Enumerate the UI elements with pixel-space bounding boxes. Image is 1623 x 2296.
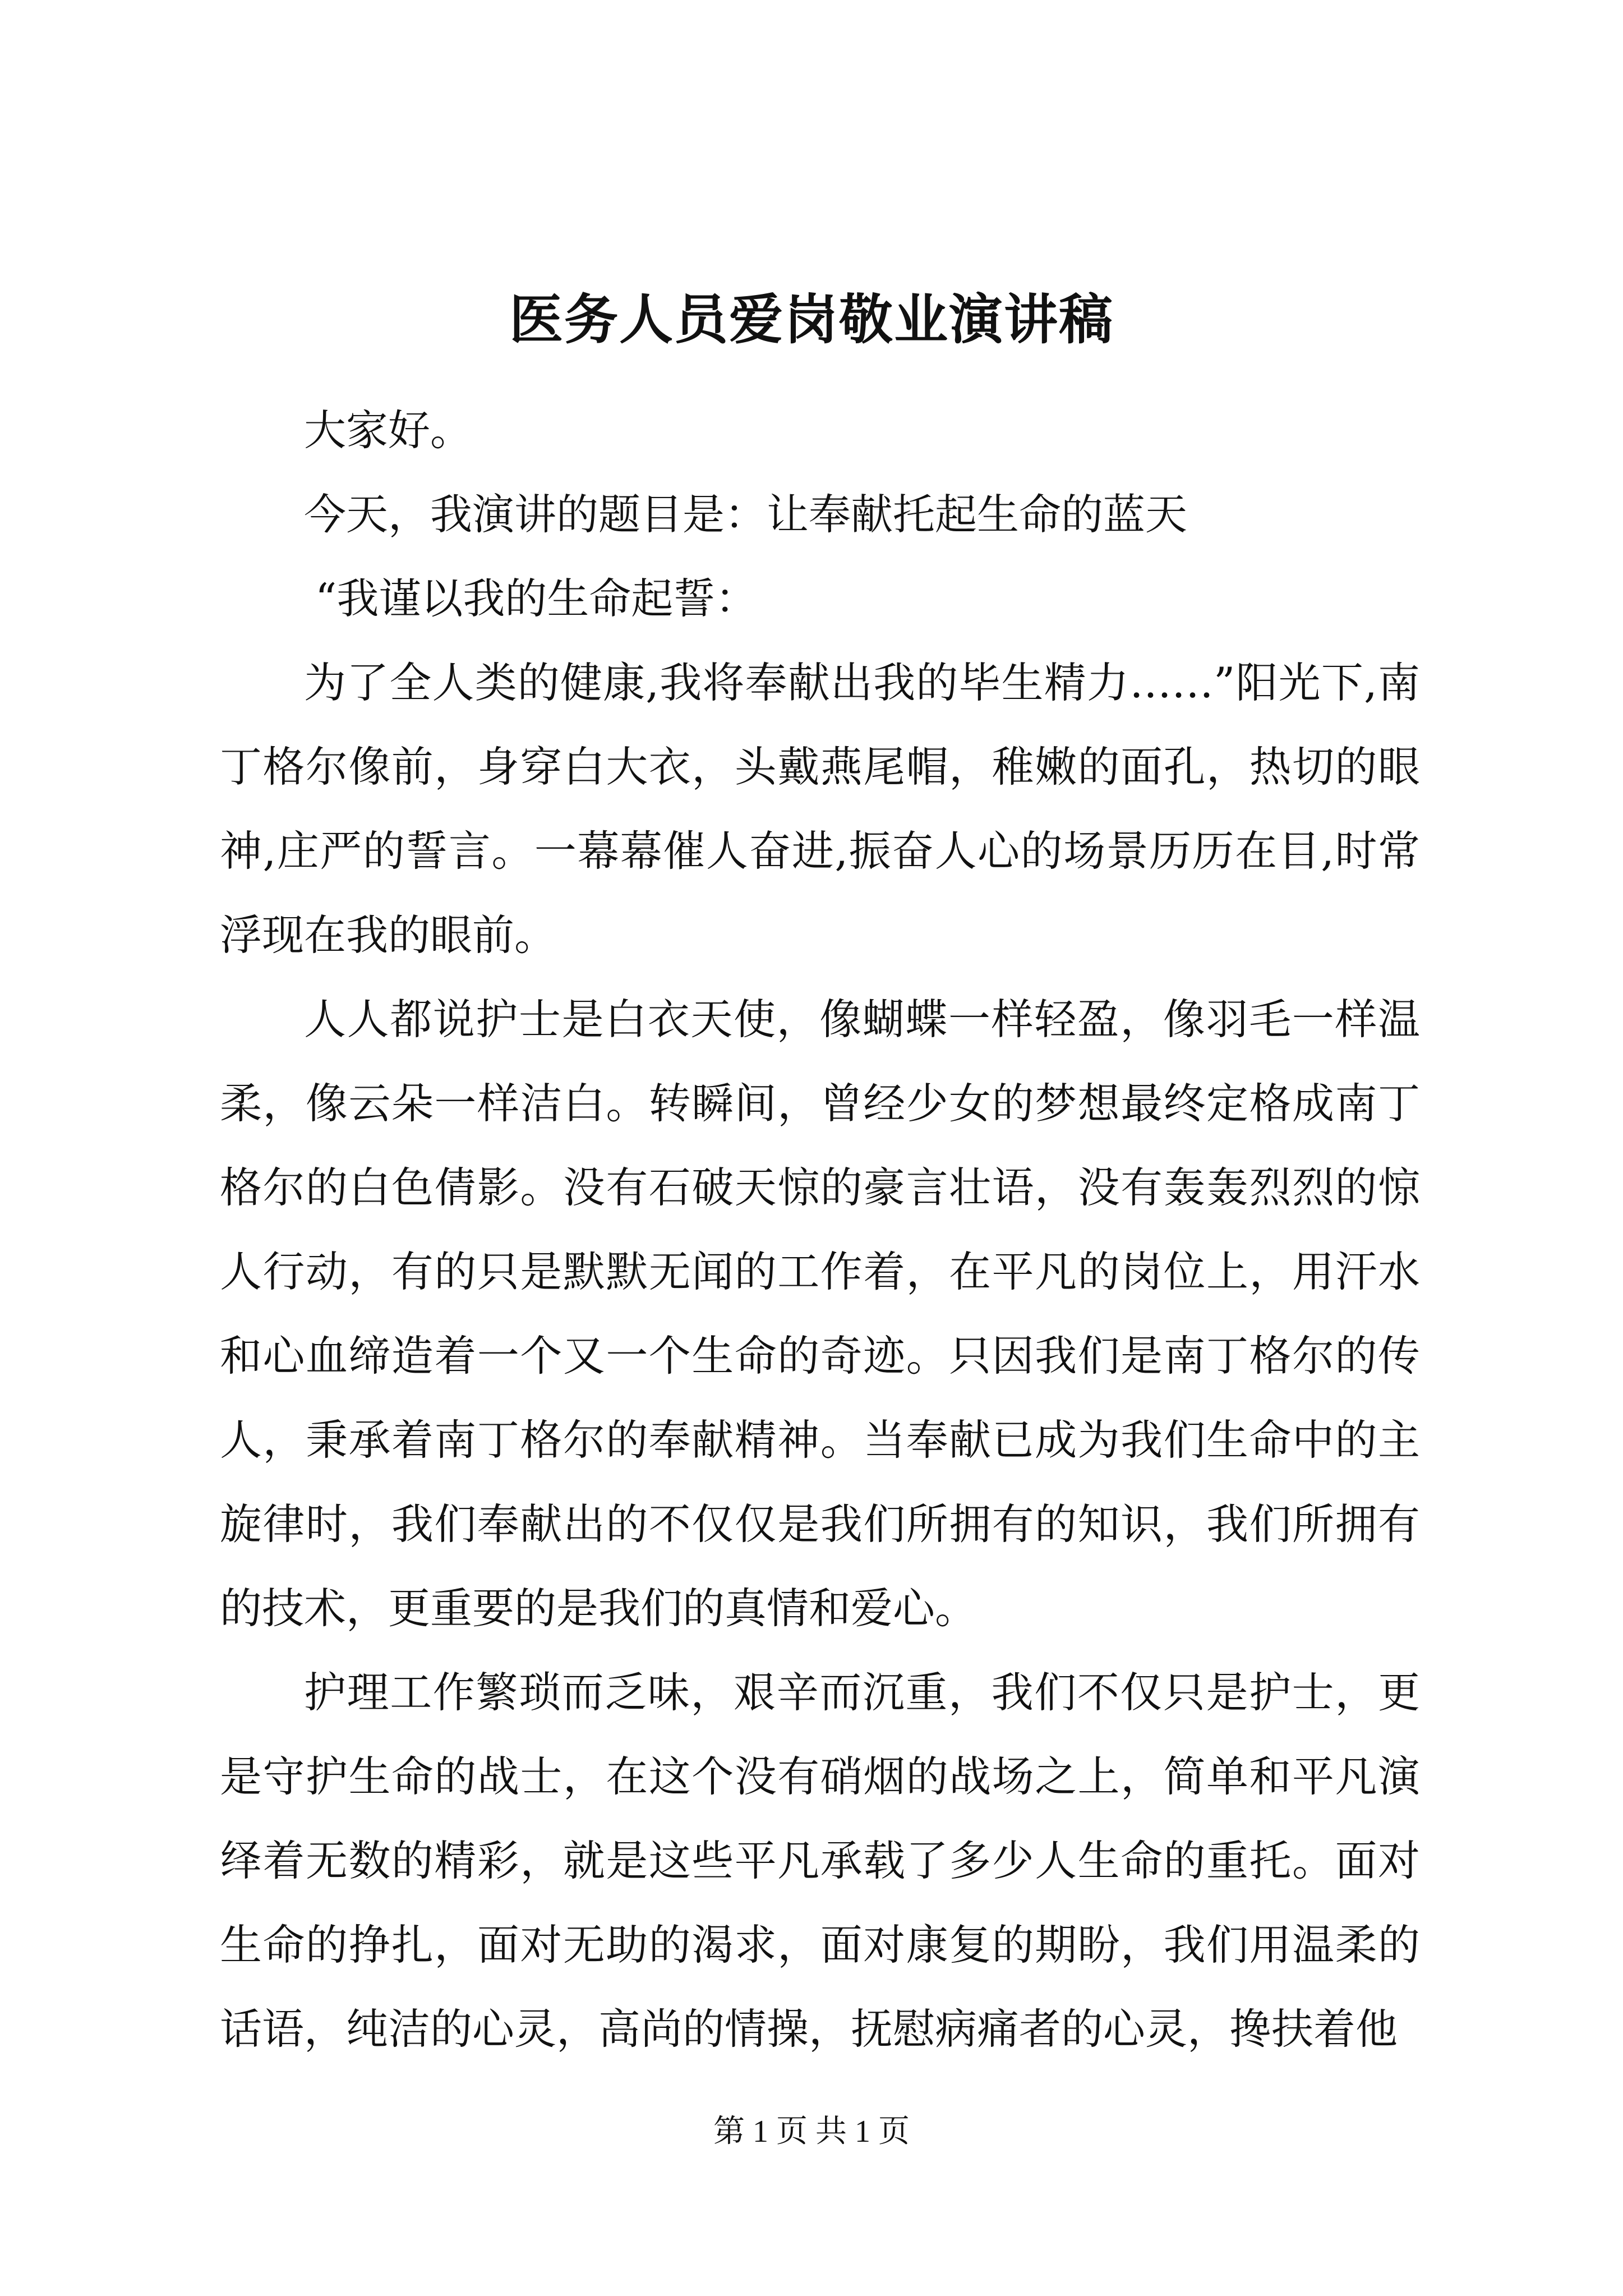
- page-footer: 第 1 页 共 1 页: [713, 2114, 910, 2149]
- paragraph-white-angel: 人人都说护士是白衣天使，像蝴蝶一样轻盈，像羽毛一样温柔，像云朵一样洁白。转瞬间，曾经少女的梦想最终定格成南丁格尔的白色倩影。没有石破天惊的豪言壮语，没有轰轰烈烈的惊人行动，有的只是默默无闻的工作着，在平凡的岗位上，用汗水和心血缔造着一个又一个生命的奇迹。只因我们是南丁格尔的传人，秉承着南丁格尔的奉献精神。当奉献已成为我们生命中的主旋律时，我们奉献出的不仅仅是我们所拥有的知识，我们所拥有的技术，更重要的是我们的真情和爱心。: [220, 995, 1420, 1633]
- paragraph-nursing-work: 护理工作繁琐而乏味，艰辛而沉重，我们不仅只是护士，更是守护生命的战士，在这个没有硝烟的战场之上，简单和平凡演绎着无数的精彩，就是这些平凡承载了多少人生命的重托。面对生命的挣扎，面对无助的渴求，面对康复的期盼，我们用温柔的话语，纯洁的心灵，高尚的情操，抚慰病痛者的心灵，搀扶着他: [220, 1668, 1420, 2054]
- paragraph-nightingale-scene: 为了全人类的健康,我将奉献出我的毕生精力……”阳光下,南丁格尔像前，身穿白大衣，头戴燕尾帽，稚嫩的面孔，热切的眼神,庄严的誓言。一幕幕催人奋进,振奋人心的场景历历在目,时常浮现在我的眼前。: [220, 658, 1420, 960]
- document-body: [220, 388, 1420, 2071]
- document-title: 医务人员爱岗敬业演讲稿: [509, 288, 1114, 351]
- paragraph-oath: “我谨以我的生命起誓：: [315, 574, 758, 623]
- paragraph-greeting: 大家好。: [304, 406, 473, 455]
- paragraph-topic: 今天，我演讲的题目是：让奉献托起生命的蓝天: [304, 490, 1188, 539]
